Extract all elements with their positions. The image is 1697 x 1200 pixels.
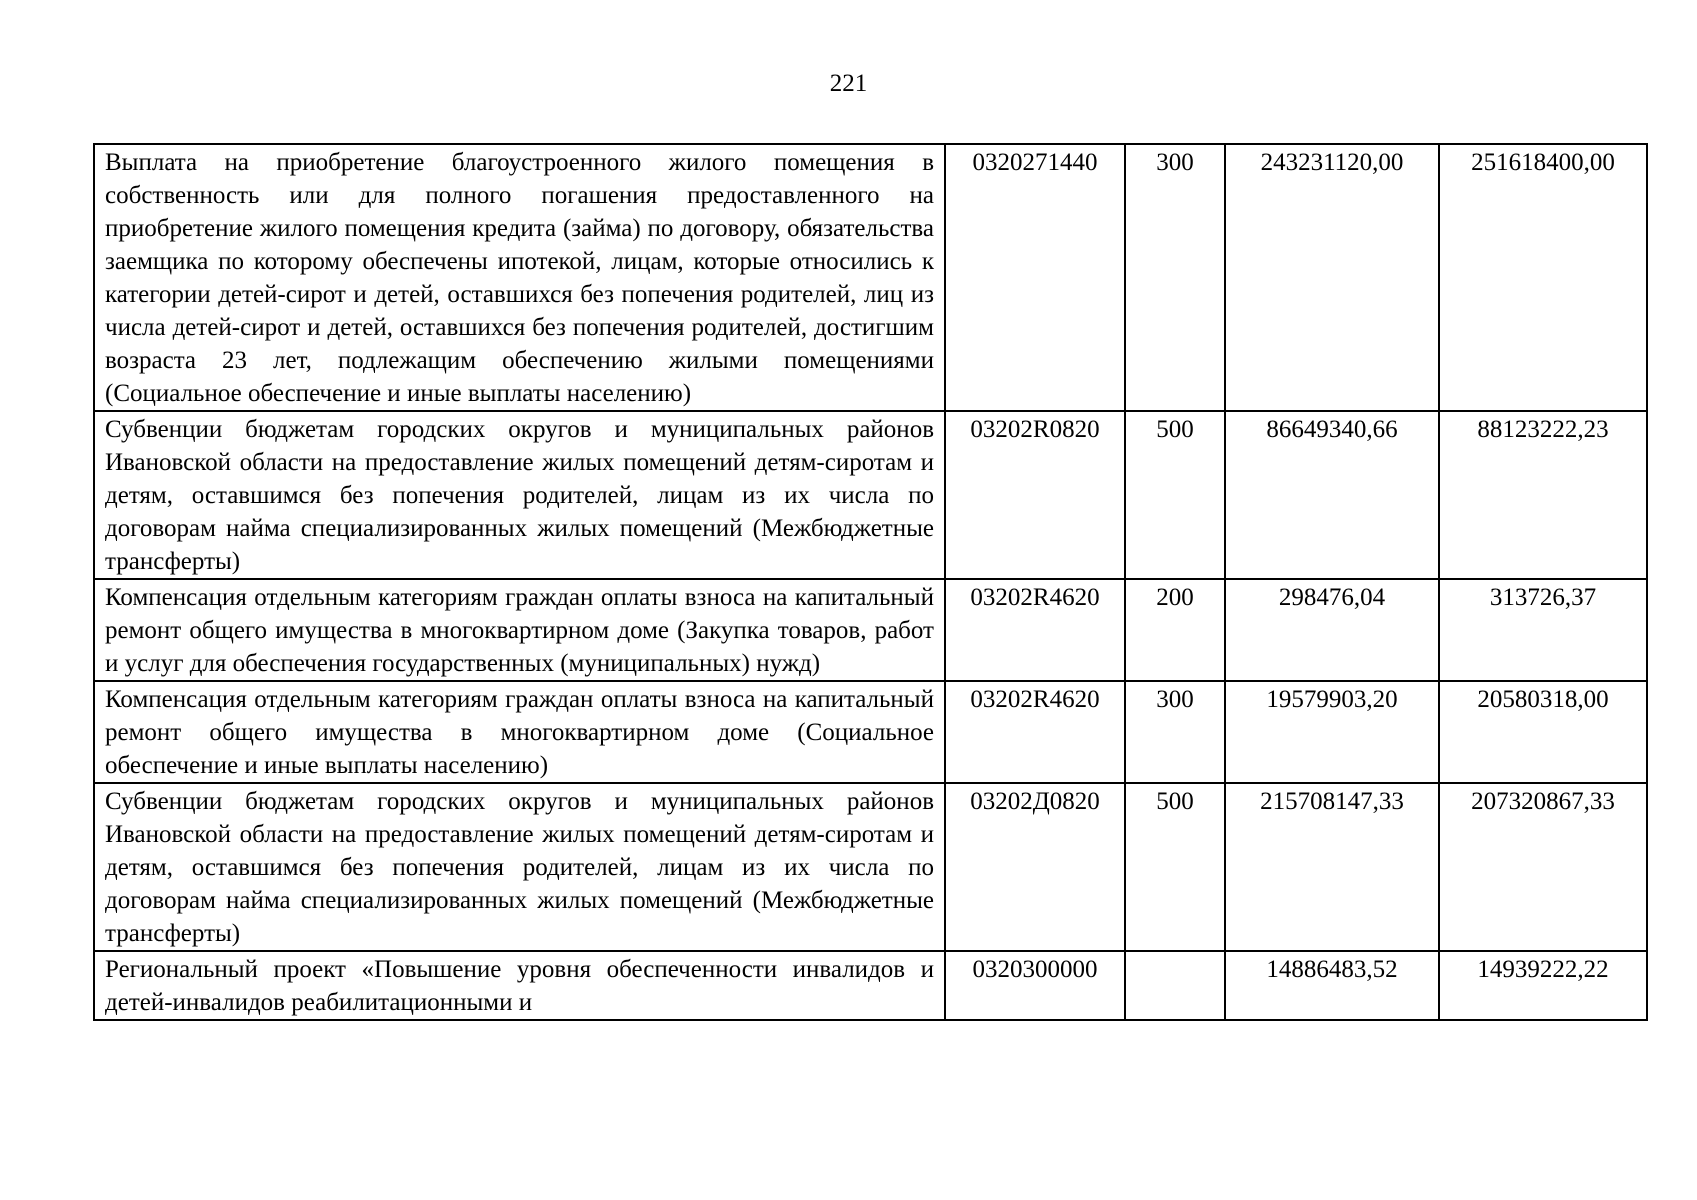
- table-row: [94, 951, 1647, 1020]
- row-expense-type: [1125, 951, 1225, 1020]
- row-description: Субвенции бюджетам городских округов и муниципальных районов Ивановской области на предоставление жилых помещений детям-сиротам и детям, оставшимся без попечения родителей, лицам из их числа по договорам найма специализированных жилых помещений (Межбюджетные трансферты): [94, 783, 945, 951]
- row-expense-type: 200: [1125, 579, 1225, 681]
- table-row: [94, 783, 1647, 951]
- row-expense-type: 300: [1125, 144, 1225, 411]
- row-amount-2: 14939222,22: [1439, 951, 1647, 1020]
- row-target-code: 0320300000: [945, 951, 1125, 1020]
- row-amount-1: 243231120,00: [1225, 144, 1439, 411]
- row-amount-2: 88123222,23: [1439, 411, 1647, 579]
- row-expense-type: 300: [1125, 681, 1225, 783]
- table-row: [94, 411, 1647, 579]
- row-target-code: 03202R0820: [945, 411, 1125, 579]
- row-target-code: 03202Д0820: [945, 783, 1125, 951]
- table-row: [94, 681, 1647, 783]
- row-target-code: 03202R4620: [945, 579, 1125, 681]
- row-amount-2: 251618400,00: [1439, 144, 1647, 411]
- row-description: Выплата на приобретение благоустроенного жилого помещения в собственность или для полного погашения предоставленного на приобретение жилого помещения кредита (займа) по договору, обязательства заемщика по которому обеспечены ипотекой, лицам, которые относились к категории детей-сирот и детей, оставшихся без попечения родителей, лиц из числа детей-сирот и детей, оставшихся без попечения родителей, достигшим возраста 23 лет, подлежащим обеспечению жилыми помещениями (Социальное обеспечение и иные выплаты населению): [94, 144, 945, 411]
- row-expense-type: 500: [1125, 411, 1225, 579]
- row-amount-1: 86649340,66: [1225, 411, 1439, 579]
- row-target-code: 0320271440: [945, 144, 1125, 411]
- table-row: [94, 579, 1647, 681]
- row-amount-1: 215708147,33: [1225, 783, 1439, 951]
- table-row: [94, 144, 1647, 411]
- row-description: Компенсация отдельным категориям граждан оплаты взноса на капитальный ремонт общего имущества в многоквартирном доме (Социальное обеспечение и иные выплаты населению): [94, 681, 945, 783]
- row-expense-type: 500: [1125, 783, 1225, 951]
- row-amount-1: 298476,04: [1225, 579, 1439, 681]
- row-target-code: 03202R4620: [945, 681, 1125, 783]
- row-amount-1: 19579903,20: [1225, 681, 1439, 783]
- page-number: 221: [829, 70, 868, 97]
- row-description: Субвенции бюджетам городских округов и муниципальных районов Ивановской области на предоставление жилых помещений детям-сиротам и детям, оставшимся без попечения родителей, лицам из их числа по договорам найма специализированных жилых помещений (Межбюджетные трансферты): [94, 411, 945, 579]
- row-amount-2: 20580318,00: [1439, 681, 1647, 783]
- row-amount-2: 207320867,33: [1439, 783, 1647, 951]
- budget-table: [93, 143, 1648, 1021]
- row-description: Компенсация отдельным категориям граждан оплаты взноса на капитальный ремонт общего имущества в многоквартирном доме (Закупка товаров, работ и услуг для обеспечения государственных (муниципальных) нужд): [94, 579, 945, 681]
- row-description: Региональный проект «Повышение уровня обеспеченности инвалидов и детей-инвалидов реабилитационными и: [94, 951, 945, 1020]
- row-amount-1: 14886483,52: [1225, 951, 1439, 1020]
- row-amount-2: 313726,37: [1439, 579, 1647, 681]
